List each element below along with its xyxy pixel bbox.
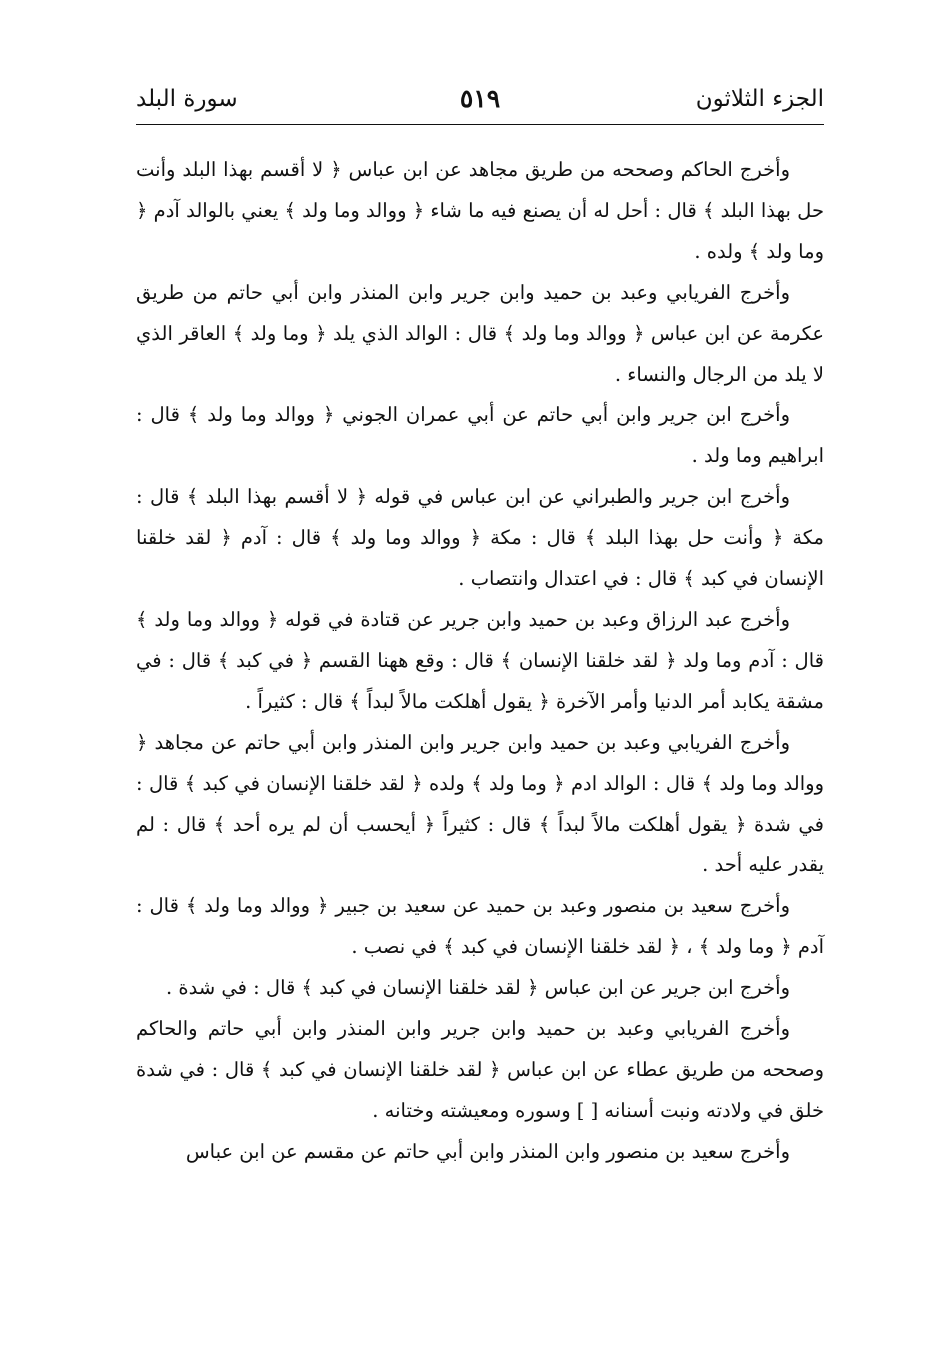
juz-title: الجزء الثلاثون xyxy=(695,86,824,112)
paragraph: وأخرج ابن جرير والطبراني عن ابن عباس في قوله ﴿ لا أقسم بهذا البلد ﴾ قال : مكة ﴿ وأنت حل بهذا البلد ﴾ قال : مكة ﴿ ووالد وما ولد ﴾ قال : آدم ﴿ لقد خلقنا الإنسان في كبد ﴾ قال : في اعتدال وانتصاب . xyxy=(136,485,824,591)
paragraph: وأخرج سعيد بن منصور وابن المنذر وابن أبي حاتم عن مقسم عن ابن عباس xyxy=(185,1139,790,1163)
page-number: ٥١٩ xyxy=(459,84,501,113)
page-header xyxy=(136,78,824,122)
paragraph: وأخرج ابن جرير وابن أبي حاتم عن أبي عمران الجوني ﴿ ووالد وما ولد ﴾ قال : ابراهيم وما ولد . xyxy=(136,403,824,468)
paragraph: وأخرج الفريابي وعبد بن حميد وابن جرير وابن المنذر وابن أبي حاتم والحاكم وصححه من طريق عطاء عن ابن عباس ﴿ لقد خلقنا الإنسان في كبد ﴾ قال : في شدة خلق في ولادته ونبت أسنانه [ ] وسوره ومعيشته وختانه . xyxy=(136,1017,824,1122)
paragraph: وأخرج سعيد بن منصور وعبد بن حميد عن سعيد بن جبير ﴿ ووالد وما ولد ﴾ قال : آدم ﴿ وما ولد ﴾ ، ﴿ لقد خلقنا الإنسان في كبد ﴾ في نصب . xyxy=(136,894,824,959)
surah-title: سورة البلد xyxy=(136,86,238,112)
paragraph: وأخرج الفريابي وعبد بن حميد وابن جرير وابن المنذر وابن أبي حاتم من طريق عكرمة عن ابن عباس ﴿ ووالد وما ولد ﴾ قال : الوالد الذي يلد ﴿ وما ولد ﴾ العاقر الذي لا يلد من الرجال والنساء . xyxy=(136,280,824,386)
paragraph: وأخرج الحاكم وصححه من طريق مجاهد عن ابن عباس ﴿ لا أقسم بهذا البلد وأنت حل بهذا البلد ﴾ قال : أحل له أن يصنع فيه ما شاء ﴿ ووالد وما ولد ﴾ يعني بالوالد آدم ﴿ وما ولد ﴾ ولده . xyxy=(136,158,824,263)
paragraph: وأخرج الفريابي وعبد بن حميد وابن جرير وابن المنذر وابن أبي حاتم عن مجاهد ﴿ ووالد وما ولد ﴾ قال : الوالد ادم ﴿ وما ولد ﴾ ولده ﴿ لقد خلقنا الإنسان في كبد ﴾ قال : في شدة ﴿ يقول أهلكت مالاً لبداً ﴾ قال : كثيراً ﴿ أيحسب أن لم يره أحد ﴾ قال : لم يقدر عليه أحد . xyxy=(136,730,824,877)
paragraph: وأخرج عبد الرزاق وعبد بن حميد وابن جرير عن قتادة في قوله ﴿ ووالد وما ولد ﴾ قال : آدم وما ولد ﴿ لقد خلقنا الإنسان ﴾ قال : وقع ههنا القسم ﴿ في كبد ﴾ قال : في مشقة يكابد أمر الدنيا وأمر الآخرة ﴿ يقول أهلكت مالاً لبداً ﴾ قال : كثيراً . xyxy=(136,607,824,713)
header-rule xyxy=(136,124,824,125)
paragraph: وأخرج ابن جرير عن ابن عباس ﴿ لقد خلقنا الإنسان في كبد ﴾ قال : في شدة . xyxy=(166,976,790,1000)
page-body xyxy=(136,150,824,1173)
